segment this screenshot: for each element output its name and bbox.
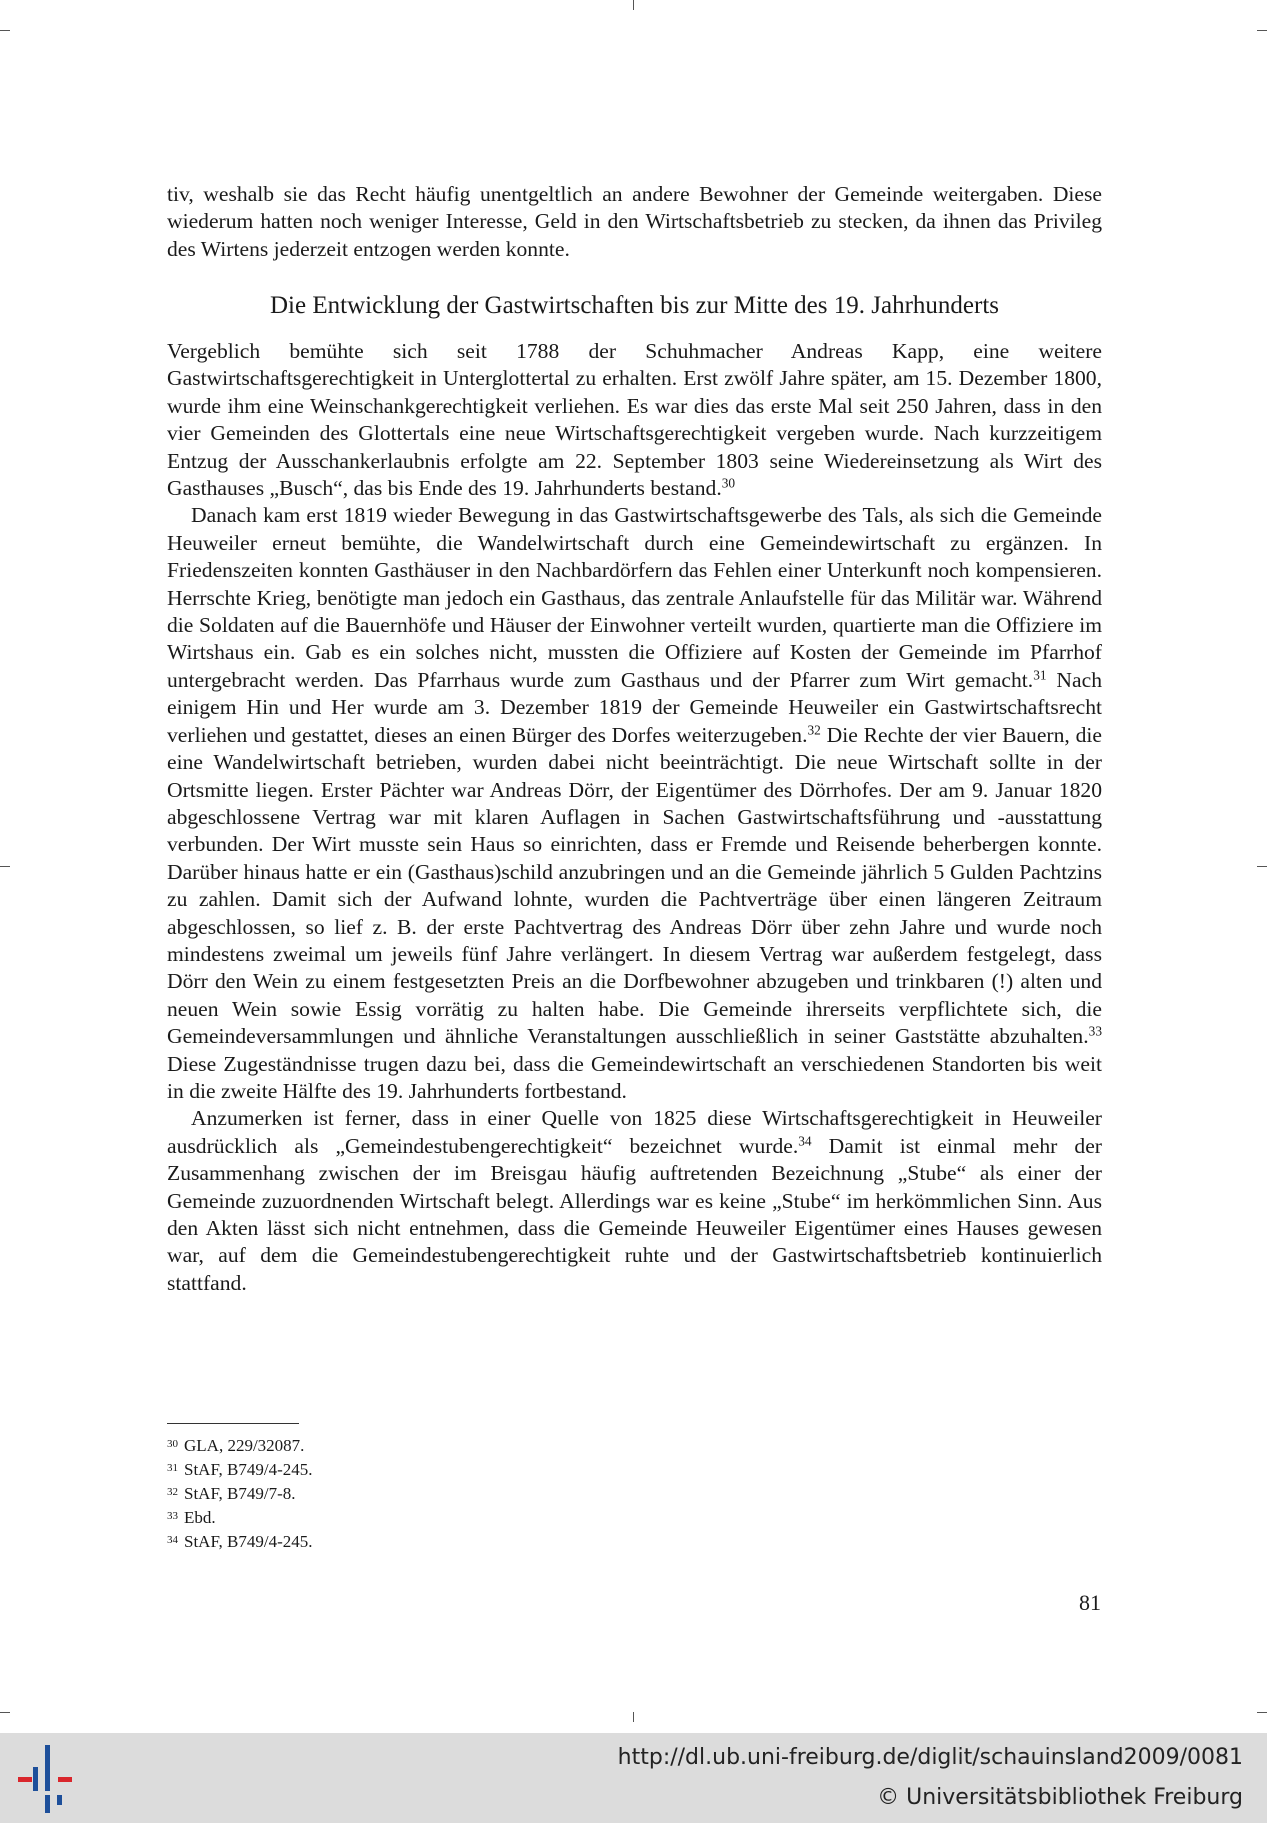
crop-mark <box>0 30 10 31</box>
source-url-link[interactable]: http://dl.ub.uni-freiburg.de/diglit/schauinsland2009/0081 <box>617 1745 1243 1770</box>
footnote-ref[interactable]: 31 <box>1033 667 1047 683</box>
crop-mark <box>633 0 634 10</box>
paragraph-text: Nach einigem Hin und Her wurde am 3. Dezember 1819 der Gemeinde Heuweiler ein Gastwirtschaftsrecht verliehen und gestattet, dieses an einen Bürger des Dorfes weiterzugeben. <box>167 667 1102 747</box>
crop-mark <box>0 866 10 867</box>
footnote-number: 33 <box>167 1510 178 1522</box>
crop-mark <box>1257 1712 1267 1713</box>
footnote-ref[interactable]: 30 <box>721 475 736 491</box>
paragraph-text: Vergeblich bemühte sich seit 1788 der Schuhmacher Andreas Kapp, eine weitere Gastwirtschaftsgerechtigkeit in Unterglottertal zu erhalten. Erst zwölf Jahre später, am 15. Dezember 1800, wurde ihm eine Weinschankgerechtigkeit verliehen. Es war dies das erste Mal seit 250 Jahren, dass in den vier Gemeinden des Glottertals eine neue Wirtschaftsgerechtigkeit vergeben wurde. Nach kurzzeitigem Entzug der Ausschankerlaubnis erfolgte am 22. September 1803 seine Wiedereinsetzung als Wirt des Gasthauses „Busch“, das bis Ende des 19. Jahrhunderts bestand. <box>167 339 1102 501</box>
footnote <box>167 1529 667 1553</box>
footnote-ref[interactable]: 34 <box>798 1133 812 1149</box>
paragraph-text: Diese Zugeständnisse trugen dazu bei, dass die Gemeindewirtschaft an verschiedenen Standorten bis weit in die zweite Hälfte des 19. Jahrhunderts fortbestand. <box>167 1051 1102 1103</box>
paragraph-text: Anzumerken ist ferner, dass in einer Quelle von 1825 diese Wirtschaftsgerechtigkeit in Heuweiler ausdrücklich als „Gemeindestubengerechtigkeit“ bezeichnet wurde. <box>167 1106 1102 1158</box>
footnotes <box>167 1433 667 1553</box>
footnote-ref[interactable]: 32 <box>807 722 821 738</box>
paragraph-text: Danach kam erst 1819 wieder Bewegung in das Gastwirtschaftsgewerbe des Tals, als sich die Gemeinde Heuweiler erneut bemühte, die Wandelwirtschaft durch eine Gemeindewirtschaft zu ergänzen. In Friedenszeiten konnten Gasthäuser in den Nachbardörfern das Fehlen einer Unterkunft noch kompensieren. Herrschte Krieg, benötigte man jedoch ein Gasthaus, das zentrale Anlaufstelle für das Militär war. Während die Soldaten auf die Bauernhöfe und Häuser der Einwohner verteilt wurden, quartierte man die Offiziere im Wirtshaus ein. Gab es ein solches nicht, mussten die Offiziere auf Kosten der Gemeinde im Pfarrhof untergebracht werden. Das Pfarrhaus wurde zum Gasthaus und der Pfarrer zum Wirt gemacht. <box>167 503 1102 692</box>
footnote-number: 31 <box>167 1462 178 1474</box>
footnote-ref[interactable]: 33 <box>1088 1023 1102 1039</box>
footnote <box>167 1481 667 1505</box>
crop-mark <box>0 1712 10 1713</box>
footnote-text: Ebd. <box>184 1508 216 1527</box>
footnote-text: StAF, B749/4-245. <box>184 1460 313 1479</box>
section-heading: Die Entwicklung der Gastwirtschaften bis zur Mitte des 19. Jahrhunderts <box>270 292 999 319</box>
paragraph-1 <box>167 338 1102 502</box>
footnote <box>167 1505 667 1529</box>
crop-mark <box>633 1712 634 1722</box>
body-text <box>167 338 1102 1297</box>
page-number: 81 <box>1079 1590 1101 1615</box>
paragraph-text: Die Rechte der vier Bauern, die eine Wandelwirtschaft betrieben, wurden dabei nicht beeinträchtigt. Die neue Wirtschaft sollte in der Ortsmitte liegen. Erster Pächter war Andreas Dörr, der Eigentümer des Dörrhofes. Der am 9. Januar 1820 abgeschlossene Vertrag war mit klaren Auflagen in Sachen Gastwirtschaftsführung und -ausstattung verbunden. Der Wirt musste sein Haus so einrichten, dass er Fremde und Reisende beherbergen konnte. Darüber hinaus hatte er ein (Gasthaus)schild anzubringen und an die Gemeinde jährlich 5 Gulden Pachtzins zu zahlen. Damit sich der Aufwand lohnte, wurden die Pachtverträge über einen längeren Zeitraum abgeschlossen, so lief z. B. der erste Pachtvertrag des Andreas Dörr über zehn Jahre und wurde noch mindestens zweimal um jeweils fünf Jahre verlängert. In diesem Vertrag war außerdem festgelegt, dass Dörr den Wein zu einem festgesetzten Preis an die Dorfbewohner abzugeben und trinkbaren (!) alten und neuen Wein sowie Essig vorrätig zu halten habe. Die Gemeinde ihrerseits verpflichtete sich, die Gemeindeversammlungen und ähnliche Veranstaltungen ausschließlich in seiner Gaststätte abzuhalten. <box>167 722 1102 1049</box>
paragraph-2 <box>167 502 1102 1105</box>
footnote-number: 30 <box>167 1438 178 1450</box>
intro-block <box>167 181 1102 263</box>
footnote <box>167 1457 667 1481</box>
footnote-text: StAF, B749/7-8. <box>184 1484 296 1503</box>
footnote-text: StAF, B749/4-245. <box>184 1532 313 1551</box>
copyright-text: © Universitätsbibliothek Freiburg <box>877 1785 1243 1810</box>
paragraph-3 <box>167 1105 1102 1297</box>
footnote-number: 32 <box>167 1486 178 1498</box>
footnote-text: GLA, 229/32087. <box>184 1436 305 1455</box>
footer-bar <box>0 1733 1267 1823</box>
crop-mark <box>1257 866 1267 867</box>
footnote-divider <box>167 1423 299 1424</box>
footnote <box>167 1433 667 1457</box>
paragraph-text: Damit ist einmal mehr der Zusammenhang zwischen der im Breisgau häufig auftretenden Bezeichnung „Stube“ als einer der Gemeinde zuzuordnenden Wirtschaft belegt. Allerdings war es keine „Stube“ im herkömmlichen Sinn. Aus den Akten lässt sich nicht entnehmen, dass die Gemeinde Heuweiler Eigentümer eines Hauses gewesen war, auf dem die Gemeindestubengerechtigkeit ruhte und der Gastwirtschaftsbetrieb kontinuierlich stattfand. <box>167 1133 1102 1295</box>
crop-mark <box>1257 30 1267 31</box>
library-logo-icon <box>14 1741 86 1817</box>
intro-paragraph: tiv, weshalb sie das Recht häufig unentgeltlich an andere Bewohner der Gemeinde weitergaben. Diese wiederum hatten noch weniger Interesse, Geld in den Wirtschaftsbetrieb zu stecken, da ihnen das Privileg des Wirtens jederzeit entzogen werden konnte. <box>167 182 1102 261</box>
footnote-number: 34 <box>167 1534 178 1546</box>
